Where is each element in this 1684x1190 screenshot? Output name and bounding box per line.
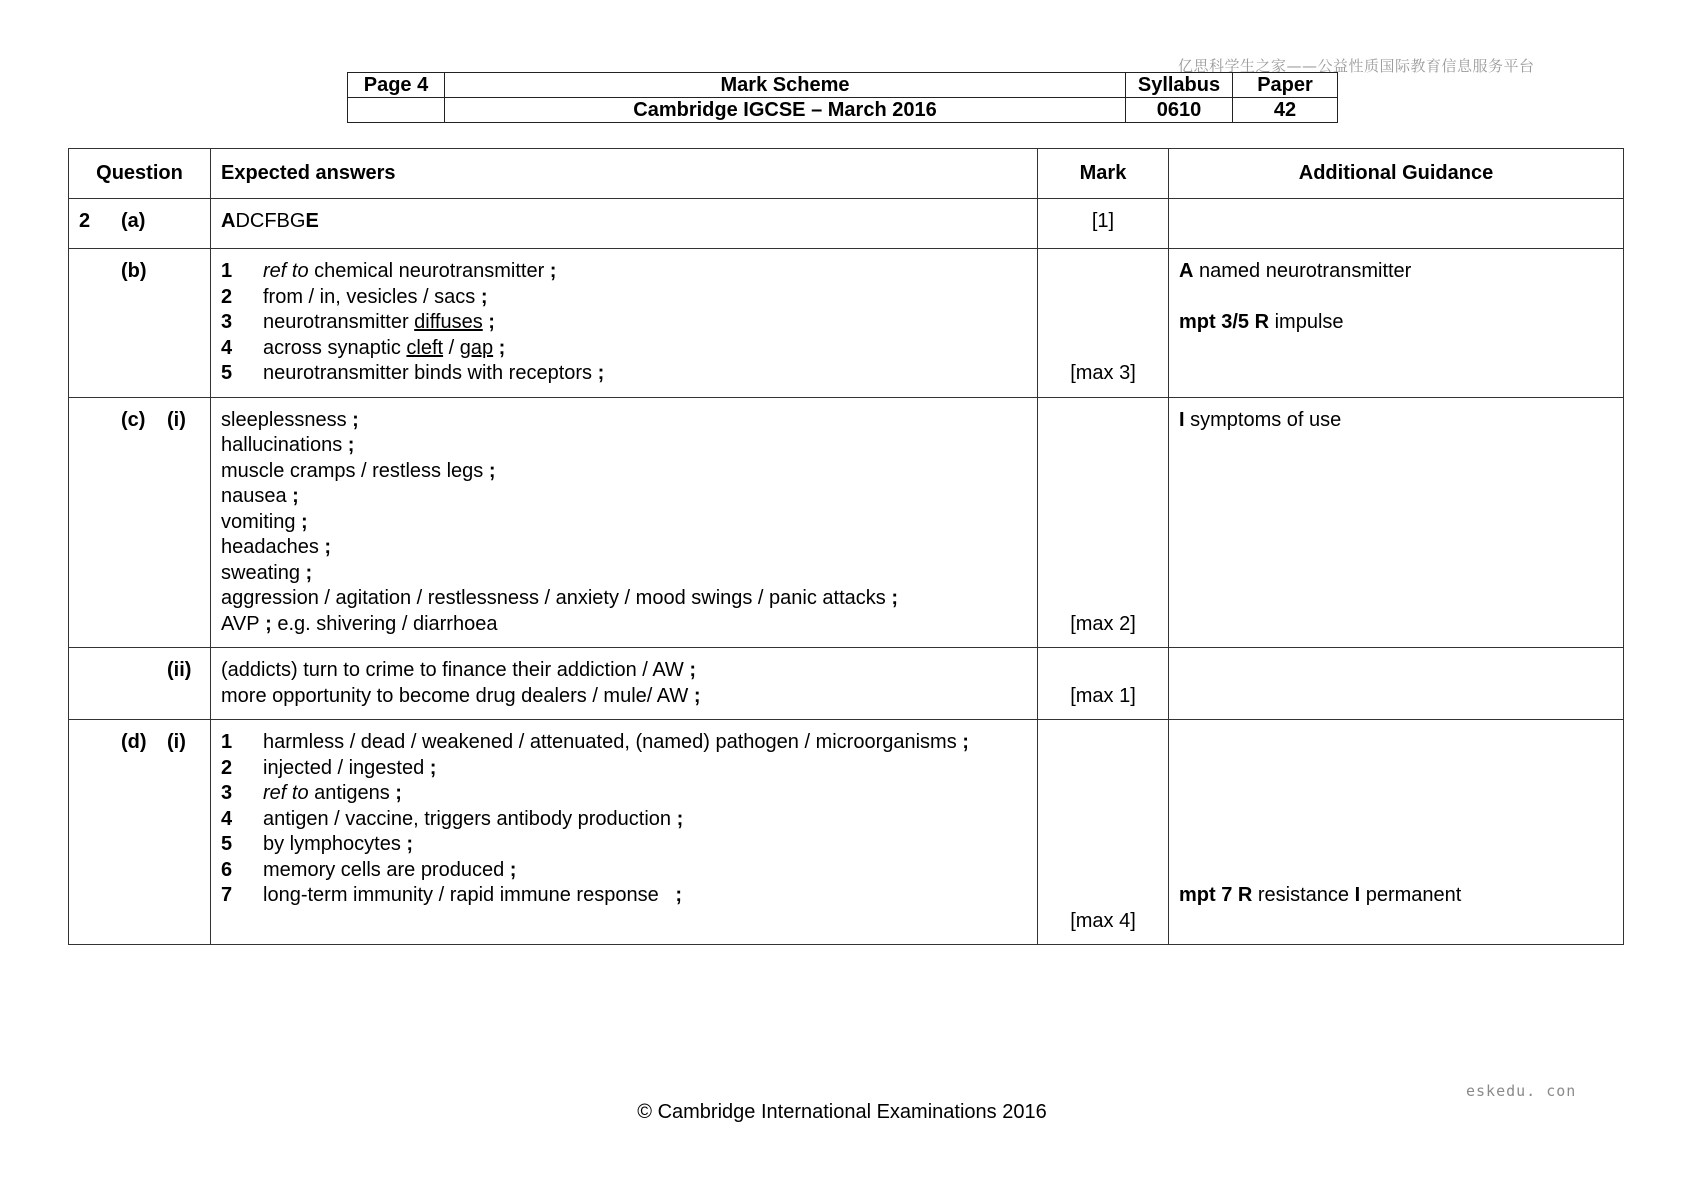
semicolon: ; xyxy=(346,408,359,431)
list-item xyxy=(221,285,1027,311)
syllabus-label: Syllabus xyxy=(1126,73,1233,98)
question-part: (d) xyxy=(121,731,147,753)
mark-cell: [max 4] xyxy=(1038,720,1169,945)
paper-value: 42 xyxy=(1233,98,1338,123)
item-text: more opportunity to become drug dealers / mule/ AW xyxy=(221,684,689,707)
list-item xyxy=(221,730,1027,756)
semicolon: ; xyxy=(342,434,355,456)
item-number: 5 xyxy=(221,362,233,384)
list-item xyxy=(221,484,1027,510)
question-part: (b) xyxy=(121,260,147,282)
guidance-cell xyxy=(1169,720,1624,945)
item-text: long-term immunity / rapid immune response xyxy=(263,884,670,906)
question-cell xyxy=(69,648,211,720)
mark-cell: [1] xyxy=(1038,199,1169,249)
semicolon: ; xyxy=(389,782,402,804)
question-subpart: (i) xyxy=(167,408,186,431)
list-item xyxy=(221,858,1027,884)
item-text: aggression / agitation / restlessness / anxiety / mood swings / panic attacks xyxy=(221,587,886,609)
semicolon: ; xyxy=(688,684,701,707)
question-cell xyxy=(69,397,211,648)
item-text: headaches xyxy=(221,536,319,558)
list-item xyxy=(221,832,1027,858)
mark-cell: [max 1] xyxy=(1038,648,1169,720)
guidance-cell xyxy=(1169,199,1624,249)
answer-cell xyxy=(211,720,1038,945)
guidance-line xyxy=(1179,883,1613,909)
semicolon: ; xyxy=(669,884,683,906)
table-row xyxy=(69,249,1624,398)
guidance-bold: mpt 3/5 R xyxy=(1179,311,1270,333)
guidance-cell xyxy=(1169,648,1624,720)
item-number: 4 xyxy=(221,336,233,359)
item-number: 1 xyxy=(221,260,233,282)
semicolon: ; xyxy=(400,833,414,855)
header-subtitle: Cambridge IGCSE – March 2016 xyxy=(445,98,1126,123)
semicolon: ; xyxy=(318,536,332,558)
answer-cell xyxy=(211,397,1038,648)
semicolon: ; xyxy=(286,485,299,507)
list-item xyxy=(221,807,1027,833)
item-text: vomiting xyxy=(221,510,296,533)
list-item xyxy=(221,510,1027,536)
semicolon: ; xyxy=(956,731,969,753)
guidance-bold: I xyxy=(1354,884,1361,906)
item-number: 2 xyxy=(221,285,233,308)
mark-cell: [max 3] xyxy=(1038,249,1169,398)
item-text: AVP xyxy=(221,612,260,635)
list-item xyxy=(221,883,1027,909)
semicolon: ; xyxy=(424,756,437,779)
item-number: 5 xyxy=(221,833,233,855)
item-text: e.g. shivering / diarrhoea xyxy=(271,612,498,635)
guidance-line xyxy=(1179,310,1613,336)
item-number: 3 xyxy=(221,311,233,333)
item-text: antigen / vaccine, triggers antibody production xyxy=(263,807,672,830)
guidance-cell xyxy=(1169,397,1624,648)
header-empty-cell xyxy=(348,98,445,123)
syllabus-value: 0610 xyxy=(1126,98,1233,123)
item-text: injected / ingested xyxy=(263,756,425,779)
paper-label: Paper xyxy=(1233,73,1338,98)
list-item xyxy=(221,684,1027,710)
list-item xyxy=(221,561,1027,587)
guidance-text: symptoms of use xyxy=(1184,408,1342,431)
semicolon: ; xyxy=(483,459,496,482)
semicolon: ; xyxy=(683,659,697,681)
guidance-bold: A xyxy=(1179,260,1194,282)
table-row xyxy=(69,648,1624,720)
table-row xyxy=(69,397,1624,648)
semicolon: ; xyxy=(482,311,495,333)
watermark-top: 亿思科学生之家——公益性质国际教育信息服务平台 xyxy=(1178,57,1535,75)
item-text: neurotransmitter binds with receptors xyxy=(263,362,593,384)
item-number: 4 xyxy=(221,807,233,830)
list-item xyxy=(221,658,1027,684)
underlined-text: diffuses xyxy=(414,311,483,333)
answer-cell xyxy=(211,249,1038,398)
question-cell xyxy=(69,249,211,398)
item-number: 7 xyxy=(221,884,233,906)
column-guidance: Additional Guidance xyxy=(1169,149,1624,199)
list-item xyxy=(221,259,1027,285)
question-subpart: (i) xyxy=(167,731,186,753)
question-number: 2 xyxy=(79,210,91,232)
copyright-footer: © Cambridge International Examinations 2016 xyxy=(637,1101,1047,1123)
question-cell xyxy=(69,199,211,249)
question-cell xyxy=(69,720,211,945)
item-text: harmless / dead / weakened / attenuated, (named) pathogen / microorganisms xyxy=(263,731,957,753)
semicolon: ; xyxy=(475,285,488,308)
list-item xyxy=(221,361,1027,387)
guidance-cell xyxy=(1169,249,1624,398)
answer-cell xyxy=(211,648,1038,720)
item-text: hallucinations xyxy=(221,434,343,456)
answer-bold: E xyxy=(305,210,319,232)
list-item xyxy=(221,310,1027,336)
answer-text: DCFBG xyxy=(235,210,306,232)
item-text: nausea xyxy=(221,485,287,507)
item-number: 3 xyxy=(221,782,233,804)
item-text: across synaptic xyxy=(263,336,407,359)
guidance-text: permanent xyxy=(1360,884,1462,906)
guidance-text: named neurotransmitter xyxy=(1193,260,1412,282)
item-text: from / in, vesicles / sacs xyxy=(263,285,476,308)
page-header-table xyxy=(347,72,1338,123)
question-subpart: (ii) xyxy=(167,659,192,681)
italic-text: ref to xyxy=(263,782,309,804)
item-number: 2 xyxy=(221,756,233,779)
italic-text: ref to xyxy=(263,260,309,282)
semicolon: ; xyxy=(504,858,517,881)
list-item xyxy=(221,408,1027,434)
list-item xyxy=(221,336,1027,362)
semicolon: ; xyxy=(259,612,272,635)
column-answers: Expected answers xyxy=(211,149,1038,199)
item-text: antigens xyxy=(308,782,390,804)
table-header-row xyxy=(69,149,1624,199)
guidance-text: resistance xyxy=(1252,884,1355,906)
guidance-bold: I xyxy=(1179,408,1185,431)
list-item xyxy=(221,586,1027,612)
column-mark: Mark xyxy=(1038,149,1169,199)
page-number: Page 4 xyxy=(348,73,445,98)
list-item xyxy=(221,781,1027,807)
watermark-bottom: eskedu. con xyxy=(1466,1082,1577,1100)
guidance-text: impulse xyxy=(1269,311,1344,333)
item-text: by lymphocytes xyxy=(263,833,401,855)
item-text: muscle cramps / restless legs xyxy=(221,459,484,482)
answer-bold: A xyxy=(221,210,236,232)
table-row xyxy=(69,720,1624,945)
semicolon: ; xyxy=(544,260,557,282)
semicolon: ; xyxy=(295,510,308,533)
item-text: sleeplessness xyxy=(221,408,347,431)
item-text: (addicts) turn to crime to finance their addiction / AW xyxy=(221,659,684,681)
item-text: neurotransmitter xyxy=(263,311,415,333)
item-text: chemical neurotransmitter xyxy=(308,260,545,282)
list-item xyxy=(221,459,1027,485)
answer-cell xyxy=(211,199,1038,249)
mark-cell: [max 2] xyxy=(1038,397,1169,648)
list-item xyxy=(221,756,1027,782)
separator: / xyxy=(443,336,460,359)
underlined-text: cleft xyxy=(406,336,444,359)
semicolon: ; xyxy=(671,807,684,830)
question-part: (c) xyxy=(121,408,146,431)
semicolon: ; xyxy=(885,587,898,609)
list-item xyxy=(221,612,1027,638)
list-item xyxy=(221,433,1027,459)
guidance-line xyxy=(1179,259,1613,285)
semicolon: ; xyxy=(299,561,313,584)
item-number: 1 xyxy=(221,731,233,753)
item-number: 6 xyxy=(221,858,233,881)
list-item xyxy=(221,535,1027,561)
semicolon: ; xyxy=(592,362,605,384)
semicolon: ; xyxy=(493,336,506,359)
guidance-bold: mpt 7 R xyxy=(1179,884,1253,906)
column-question: Question xyxy=(69,149,211,199)
question-part: (a) xyxy=(121,210,146,232)
item-text: memory cells are produced xyxy=(263,858,505,881)
table-row xyxy=(69,199,1624,249)
underlined-text: gap xyxy=(459,336,494,359)
mark-scheme-table xyxy=(68,148,1624,945)
item-text: sweating xyxy=(221,561,300,584)
header-title: Mark Scheme xyxy=(445,73,1126,98)
